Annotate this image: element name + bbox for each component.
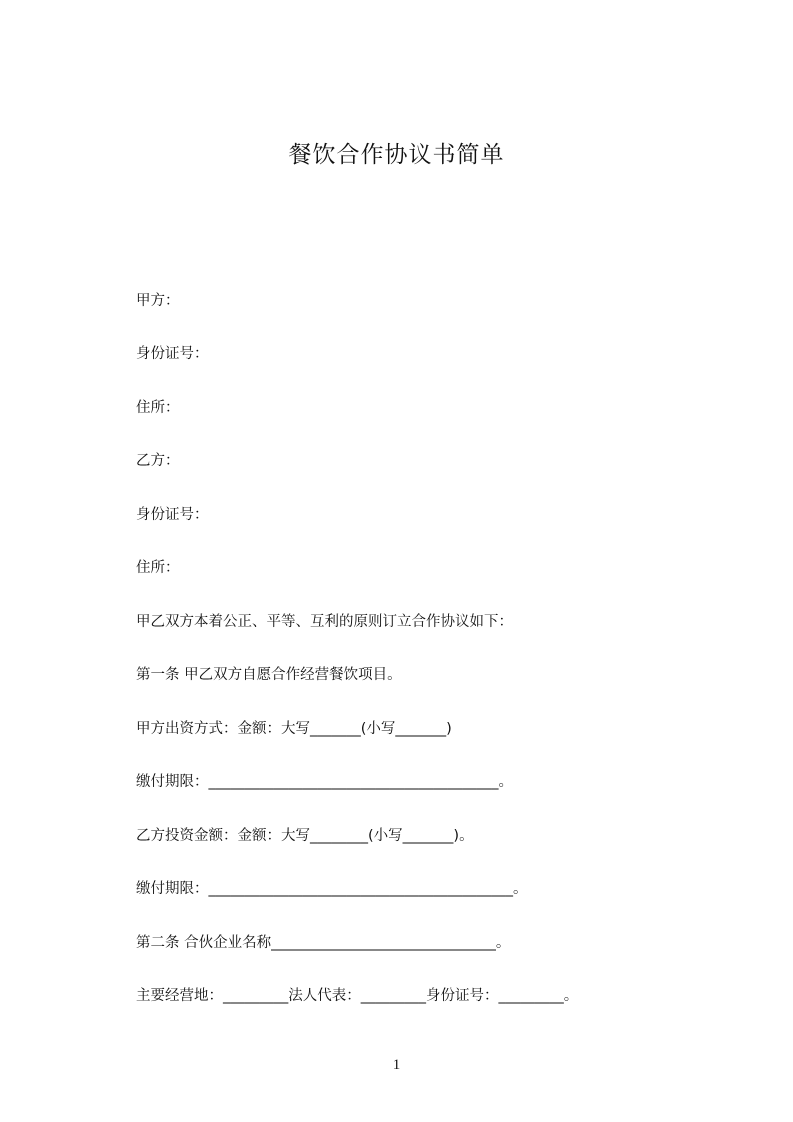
page-number: 1 — [392, 1057, 401, 1073]
business-details-line: 主要经营地：_________法人代表：_________身份证号：_________。 — [136, 988, 579, 1004]
party-b-line: 乙方： — [136, 453, 180, 469]
party-b-id-line: 身份证号： — [136, 507, 209, 523]
article-two: 第二条 合伙企业名称_______________________________。 — [136, 935, 511, 951]
party-b-address-line: 住所： — [136, 560, 180, 576]
agreement-preamble: 甲乙双方本着公正、平等、互利的原则订立合作协议如下： — [136, 614, 513, 630]
party-b-investment-line: 乙方投资金额：金额：大写________(小写_______)。 — [136, 828, 474, 844]
party-a-line: 甲方： — [136, 293, 180, 309]
party-a-payment-deadline-line: 缴付期限：________________________________________。 — [136, 774, 513, 790]
document-title: 餐饮合作协议书简单 — [288, 142, 505, 168]
article-one: 第一条 甲乙双方自愿合作经营餐饮项目。 — [136, 667, 402, 683]
party-b-payment-deadline-line: 缴付期限：__________________________________________。 — [136, 881, 528, 897]
party-a-id-line: 身份证号： — [136, 346, 209, 362]
party-a-address-line: 住所： — [136, 400, 180, 416]
party-a-investment-line: 甲方出资方式：金额：大写_______(小写_______) — [136, 721, 452, 737]
